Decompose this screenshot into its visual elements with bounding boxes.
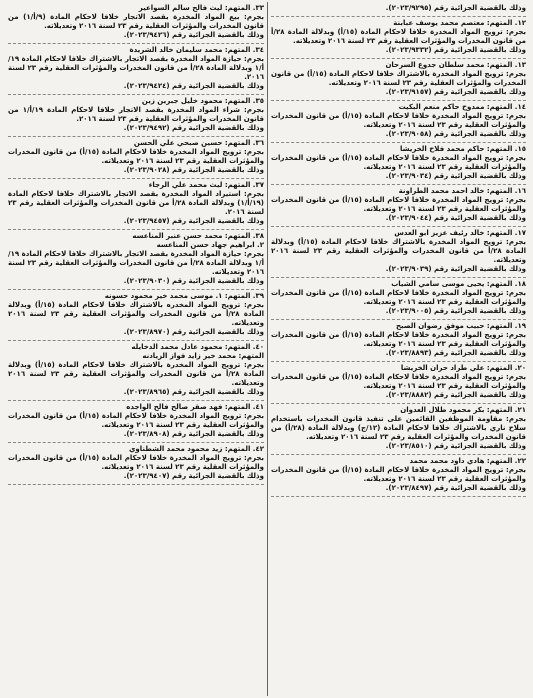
notice-title: ٢٠. المتهم: علي طراد حران الخريشا (400, 364, 526, 372)
notice-entry (271, 59, 526, 101)
notice-line: بجرم: ترويج المواد المخدرة خلافا لاحكام المادة (١٥/أ) من قانون المخدرات والمؤثرات العقلية رقم ٢٣ لسنة ٢٠١٦ وتعديلاته. (8, 412, 265, 429)
notice-line: المتهم: محمد خير زايد فواز الزيادنه (142, 352, 264, 360)
notice-line: بجرم: ترويج المواد المخدرة بالاشتراك خلافا لاحكام المادة (١٥/أ) وبدلالة المادة ٢٨/أ من قانون المخدرات والمؤثرات العقلية رقم ٢٣ لسنة ٢٠١٦ وتعديلاته. (8, 361, 264, 387)
notice-line: بجرم: مقاومة الموظفين القائمين على تنفيذ قانون المخدرات باستخدام سلاح ناري بالاشتراك خلافا لاحكام المادة (١٢/ج) وبدلالة المادة (٢٨/أ) من قانون المخدرات والمؤثرات العقلية رقم ٢٣ لسنة ٢٠١٦ وتعديلاته. (271, 415, 526, 441)
notice-title: ٣٤. المتهم: محمد سليمان خالد الشريدة (129, 46, 264, 54)
notice-entry (8, 290, 264, 341)
notice-entry (271, 101, 526, 143)
notice-line: وذلك بالقضية الجزائية رقم (٢٠٢٣/٩٤٠٧). (123, 472, 264, 480)
notice-entry (271, 278, 526, 320)
notice-line: وذلك بالقضية الجزائية رقم (٢٠٢٣/٩٤٥٧). (123, 217, 264, 225)
notice-title: ١٤. المتهم: ممدوح حاكم منعم البكيت (398, 103, 526, 111)
notice-title: ١٥. المتهم: حاكم محمد فلاح الخريشا (400, 145, 526, 153)
notice-entry (271, 185, 526, 227)
notice-line: بجرم: حيازة المواد المخدرة بقصد الاتجار بالاشتراك خلافا لاحكام المادة ١٩/أ/١ وبدلالة المادة ٢٨/أ من قانون المخدرات والمؤثرات العقلية رقم ٢٣ لسنة ٢٠١٦. (8, 55, 264, 81)
notice-line: بجرم: شراء المواد المخدرة بقصد الاتجار خلافا لاحكام المادة ١٩/أ/١ من قانون المخدرات والمؤثرات العقلية رقم ٢٣ لسنة ٢٠١٦. (8, 106, 264, 123)
notice-line: بجرم: ترويج المواد المخدرة بالاشتراك خلافا لاحكام المادة (١٥/أ) وبدلالة المادة ٢٨/أ من قانون المخدرات والمؤثرات العقلية رقم ٢٣ لسنة ٢٠١٦ وتعديلاته. (271, 238, 526, 264)
notice-title: ٣٦. المتهم: حسين صبحي علي الحسن (133, 139, 264, 147)
notice-title: ٣٥. المتهم: محمود خليل جبرين زبن (141, 97, 264, 105)
notice-title: ٣٨. المتهم: محمد حسن عنبر المناعسه (132, 232, 264, 240)
notice-line: وذلك بالقضية الجزائية رقم (٢٠٢٣/٩٠٣٤). (385, 172, 526, 180)
notice-line: بجرم: ترويج المواد المخدرة خلافا لاحكام المادة (١٥/أ) من قانون المخدرات والمؤثرات العقلية رقم ٢٣ لسنة ٢٠١٦ وتعديلاته. (8, 454, 265, 471)
notice-entry (8, 341, 264, 401)
notice-title: ١٢. المتهم: معتصم محمد يوسف عبابنة (393, 19, 526, 27)
notice-line: ٢. ابراهيم جهاد حسن المناعسه (156, 241, 264, 249)
notice-line: وذلك بالقضية الجزائية رقم (٢٠٢٣/٩٠٢٨). (123, 166, 264, 174)
notice-title: ٤٢. المتهم: زيد محمود محمد الشطناوي (129, 445, 264, 453)
notice-title: ١٦. المتهم: خالد احمد محمد الطراونة (398, 187, 526, 195)
notice-line: بجرم: ترويج المواد المخدرة خلافا لاحكام المادة (١٥/أ) وبدلالة المادة ٢٨/أ من قانون المخدرات والمؤثرات العقلية رقم ٢٣ لسنة ٢٠١٦ وتعديلاته. (271, 28, 526, 45)
notice-line: وذلك بالقضية الجزائية رقم (٢٠٢٣/٨٩٧٠). (123, 328, 264, 336)
notice-entry (8, 95, 264, 137)
notice-line: وذلك بالقضية الجزائية رقم (٢٠٢٣/٨٩٠٨). (123, 430, 264, 438)
notice-entry (271, 455, 526, 497)
notice-entry (8, 2, 264, 44)
notice-entry (271, 227, 526, 278)
notice-line: بجرم: استيراد المواد المخدرة بقصد الاتجار بالاشتراك خلافا لاحكام المادة (١٩/أ/١) وبدلالة المادة ٢٨/أ من قانون المخدرات والمؤثرات العقلية رقم ٢٣ لسنة ٢٠١٦. (8, 190, 264, 216)
notice-entry (8, 44, 264, 95)
notice-title: ٢٢. المتهم: هادي داود محمد محمد (409, 457, 526, 465)
right-column (267, 2, 529, 696)
notice-line: وذلك بالقضية الجزائية رقم (٢٠٢٣/٩٠٠٥). (385, 307, 526, 315)
notice-entry (8, 179, 264, 230)
notice-entry (271, 362, 526, 404)
notice-line: وذلك بالقضية الجزائية رقم (٢٠٢٣/٩٢٩٥). (385, 4, 526, 12)
notice-line: وذلك بالقضية الجزائية رقم (٢٠٢٣/٩٠٣٠). (123, 277, 264, 285)
notice-title: ١٨. المتهم: يحيى موسى سامي الشياب (391, 280, 526, 288)
notice-line: بجرم: ترويج المواد المخدرة خلافا لاحكام المادة (١٥/أ) من قانون المخدرات والمؤثرات العقلية رقم ٢٣ لسنة ٢٠١٦ وتعديلاته. (271, 331, 527, 348)
notice-line: بجرم: ترويج المواد المخدرة خلافا لاحكام المادة (١٥/أ) من قانون المخدرات والمؤثرات العقلية رقم ٢٣ لسنة ٢٠١٦ وتعديلاته. (271, 466, 527, 483)
notice-line: وذلك بالقضية الجزائية رقم (٢٠٢٣/٩٠٣٩). (385, 265, 526, 273)
notice-title: ٣٩. المتهم: ١. موسى محمد خير محمود حسونه (104, 292, 264, 300)
notice-title: ٣٣. المتهم: ليث فالح سالم السواعير (138, 4, 264, 12)
notice-line: وذلك بالقضية الجزائية رقم (٢٠٢٣/٩٤٢٤). (123, 82, 264, 90)
notice-line: بجرم: ترويج المواد المخدرة خلافا لاحكام المادة (١٥/أ) من قانون المخدرات والمؤثرات العقلية رقم ٢٣ لسنة ٢٠١٦ وتعديلاته. (8, 148, 265, 165)
notice-line: وذلك بالقضية الجزائية رقم (٢٠٢٣/٨٨٩٣). (385, 349, 526, 357)
notice-title: ٤٠. المتهم: محمود عادل محمد الدخايله (131, 343, 264, 351)
notice-line: وذلك بالقضية الجزائية رقم (٢٠٢٣/٨٤٩٧). (385, 484, 526, 492)
notice-title: ١٣. المتهم: محمد سلطان جدوع السرحان (385, 61, 526, 69)
notice-entry (8, 443, 264, 485)
notice-line: وذلك بالقضية الجزائية رقم (٢٠٢٣/٨٩٦٥). (123, 388, 264, 396)
notice-line: بجرم: ترويج المواد المخدرة خلافا لاحكام المادة (١٥/أ) من قانون المخدرات والمؤثرات العقلية رقم ٢٣ لسنة ٢٠١٦ وتعديلاته. (271, 112, 527, 129)
notice-title: ٢١. المتهم: بكر محمود طلال العدوان (400, 406, 526, 414)
notice-line: بجرم: ترويج المواد المخدرة خلافا لاحكام المادة (١٥/أ) من قانون المخدرات والمؤثرات العقلية رقم ٢٣ لسنة ٢٠١٦ وتعديلاته. (271, 154, 527, 171)
notice-line: بجرم: ترويج المواد المخدرة خلافا لاحكام المادة (١٥/أ) من قانون المخدرات والمؤثرات العقلية رقم ٢٣ لسنة ٢٠١٦ وتعديلاته. (271, 289, 527, 306)
notice-line: بجرم: ترويج المواد المخدرة خلافا لاحكام المادة (١٥/أ) من قانون المخدرات والمؤثرات العقلية رقم ٢٣ لسنة ٢٠١٦ وتعديلاته. (271, 196, 527, 213)
notice-entry (271, 2, 526, 17)
notice-title: ١٩. المتهم: حبيب موفق رضوان الصبح (395, 322, 526, 330)
notice-line: وذلك بالقضية الجزائية رقم (٢٠٢٣/٩٤٩٢). (123, 124, 264, 132)
notice-line: بجرم: بيع المواد المخدرة بقصد الاتجار خلافا لاحكام المادة (٩/أ/١) من قانون المخدرات والمؤثرات العقلية رقم ٢٣ لسنة ٢٠١٦ وتعديلاته. (8, 13, 264, 30)
notice-line: بجرم: ترويج المواد المخدره بالاشتراك خلافا لاحكام المادة (١٥/أ) وبدلالة المادة ٢٨/أ من قانون المخدرات والمؤثرات العقلية رقم ٢٣ لسنة ٢٠١٦ وتعديلاته. (8, 301, 264, 327)
notice-entry (8, 137, 264, 179)
notice-line: بجرم: ترويج المواد المخدرة بالاشتراك خلافا لاحكام المادة (١٥/أ) من قانون المخدرات والمؤثرات العقلية رقم ٢٣ لسنة ٢٠١٦ وتعديلاته. (271, 70, 526, 87)
notice-entry (271, 143, 526, 185)
notice-line: وذلك بالقضية الجزائية رقم (٢٠٢٣/٩٤٢٦). (123, 31, 264, 39)
notice-line: وذلك بالقضية الجزائية رقم (٢٠٢٣/٨٨٨٢). (385, 391, 526, 399)
notice-entry (8, 401, 264, 443)
notice-title: ٣٧. المتهم: ليث محمد علي الرجاء (148, 181, 264, 189)
notice-line: بجرم: حيازة المواد المخدرة بقصد الاتجار بالاشتراك خلافا لاحكام المادة ١٩/أ/١ وبدلالة المادة ٢٨/أ من قانون المخدرات والمؤثرات العقلية رقم ٢٣ لسنة ٢٠١٦ وتعديلاته. (8, 250, 264, 276)
notice-entry (8, 230, 264, 290)
notice-line: وذلك بالقضية الجزائية رقم (٢٠٢٣/٩٠٤٤). (385, 214, 526, 222)
notice-line: وذلك بالقضية الجزائية رقم (٢٠٢٣/٨٥١٠). (385, 442, 526, 450)
notice-title: ١٧. المتهم: خالد رئيف عزيز ابو العدس (394, 229, 526, 237)
notice-line: وذلك بالقضية الجزائية رقم (٢٠٢٣/٩١٥٧). (385, 88, 526, 96)
notice-line: وذلك بالقضية الجزائية رقم (٢٠٢٣/٩٣٣٢). (385, 46, 526, 54)
notice-line: بجرم: ترويج المواد المخدرة خلافا لاحكام المادة (١٥/أ) من قانون المخدرات والمؤثرات العقلية رقم ٢٣ لسنة ٢٠١٦ وتعديلاته. (271, 373, 527, 390)
notice-entry (271, 320, 526, 362)
notice-entry (271, 17, 526, 59)
notice-entry (271, 404, 526, 455)
left-column (5, 2, 267, 696)
notice-title: ٤١. المتهم: فهد صقر صالح فالح الواجده (126, 403, 264, 411)
notice-line: وذلك بالقضية الجزائية رقم (٢٠٢٣/٩٠٥٨). (385, 130, 526, 138)
